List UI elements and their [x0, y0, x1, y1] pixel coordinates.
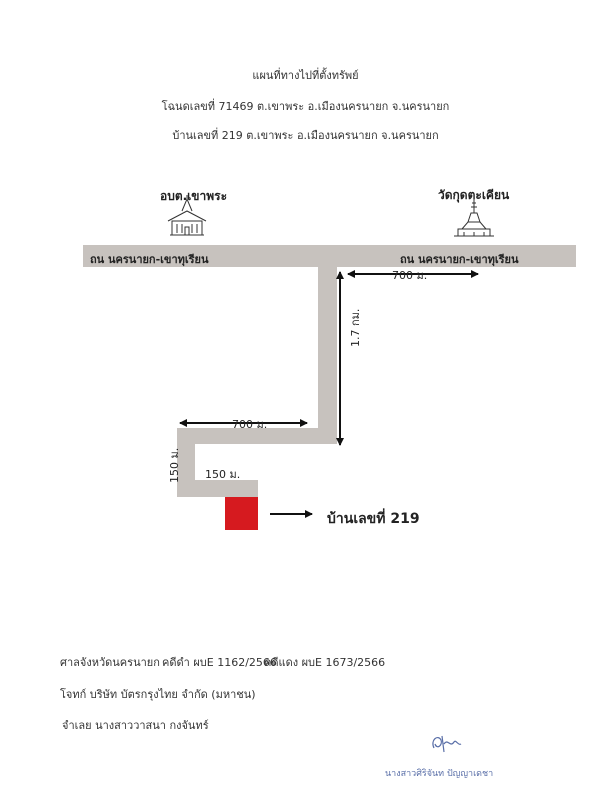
distance-700-mid: 700 ม. — [232, 418, 268, 431]
landmark-right-label: วัดกุดตะเคียน — [438, 188, 510, 202]
black-case-number: คดีดำ ผบE 1162/2566 — [162, 656, 277, 669]
plaintiff-line: โจทก์ บริษัท บัตรกรุงไทย จำกัด (มหาชน) — [60, 688, 256, 701]
house-address-line: บ้านเลขที่ 219 ต.เขาพระ อ.เมืองนครนายก จ.นครนายก — [172, 129, 439, 142]
destination-plot — [225, 497, 258, 530]
road-label-left: ถน นครนายก-เขาทุเรียน — [90, 253, 209, 266]
deed-line: โฉนดเลขที่ 71469 ต.เขาพระ อ.เมืองนครนายก จ.นครนายก — [161, 100, 450, 113]
distance-1-7km: 1.7 กม. — [349, 308, 362, 347]
distance-150-vertical: 150 ม. — [168, 447, 181, 483]
document-title: แผนที่ทางไปที่ตั้งทรัพย์ — [252, 69, 359, 82]
distance-150-horizontal: 150 ม. — [205, 468, 241, 481]
signature-scribble — [428, 730, 468, 758]
route-road — [177, 267, 337, 497]
distance-700-top: 700 ม. — [392, 269, 428, 282]
court-name: ศาลจังหวัดนครนายก — [60, 656, 160, 669]
road-label-right: ถน นครนายก-เขาทุเรียน — [400, 253, 519, 266]
destination-label: บ้านเลขที่ 219 — [327, 511, 420, 527]
red-case-number: คดีแดง ผบE 1673/2566 — [264, 656, 386, 669]
signature-name: นางสาวศิริจันท ปัญญาเดชา — [385, 769, 494, 779]
defendant-line: จำเลย นางสาววาสนา กงจันทร์ — [62, 719, 209, 732]
landmark-left-label: อบต.เขาพระ — [160, 189, 228, 203]
